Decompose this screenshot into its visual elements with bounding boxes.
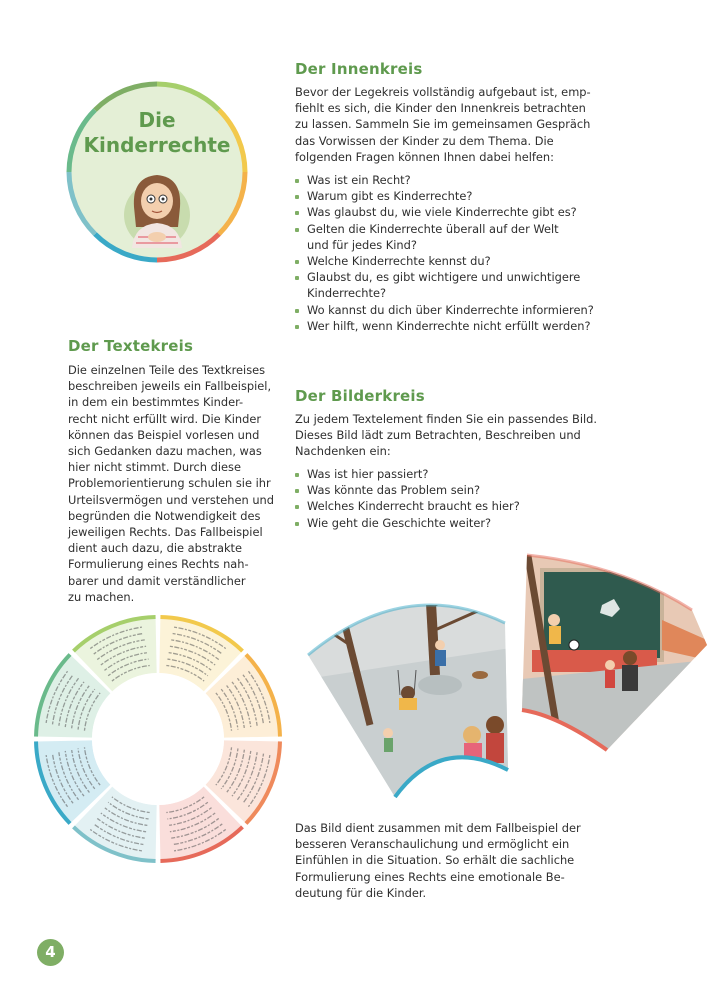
list-item: [294, 515, 520, 531]
list-item-text: Was ist hier passiert?: [307, 467, 429, 481]
list-item: [294, 253, 594, 269]
bilderkreis-intro-line: Dieses Bild lädt zum Betrachten, Beschreiben und: [295, 428, 581, 443]
list-item-text: Wo kannst du dich über Kinderrechte informieren?: [307, 302, 594, 317]
textekreis-line: begründen die Notwendigkeit des: [68, 508, 261, 523]
page-number: 4: [37, 939, 64, 966]
bilderkreis-picture-playground: [300, 585, 530, 805]
textekreis-line: sich Gedanken dazu machen, was: [68, 444, 262, 459]
textekreis-line: in dem ein bestimmtes Kinder-: [68, 395, 244, 410]
kinderrechte-badge: [62, 77, 252, 267]
textekreis-heading: Der Textekreis: [68, 337, 194, 355]
textekreis-line: hier nicht stimmt. Durch diese: [68, 460, 241, 475]
textekreis-line: Die einzelnen Teile des Textkreises: [68, 363, 266, 377]
textkreis-ring-illustration: [33, 614, 283, 864]
list-item-text: Wer hilft, wenn Kinderrechte nicht erfüllt werden?: [307, 318, 591, 333]
list-item: [294, 172, 594, 188]
list-item-text: Welches Kinderrecht braucht es hier?: [307, 499, 520, 514]
list-item-text: Kinderrechte?: [307, 286, 387, 301]
list-item-text: und für jedes Kind?: [307, 237, 417, 252]
list-item-text: Gelten die Kinderrechte überall auf der Welt: [307, 221, 559, 236]
list-item: [294, 482, 520, 498]
textekreis-line: jeweiligen Rechts. Das Fallbeispiel: [68, 525, 263, 540]
innenkreis-intro-line: zu lassen. Sammeln Sie im gemeinsamen Gespräch: [295, 117, 591, 132]
closing-line: Einfühlen in die Situation. So erhält die sachliche: [295, 853, 575, 868]
list-item-text: Was könnte das Problem sein?: [307, 483, 481, 498]
closing-line: deutung für die Kinder.: [295, 885, 427, 900]
textekreis-line: Problemorientierung schulen sie ihr: [68, 476, 271, 491]
textekreis-line: Formulierung eines Rechts nah-: [68, 557, 249, 572]
bilderkreis-heading: Der Bilderkreis: [295, 387, 425, 405]
textekreis-line: beschreiben jeweils ein Fallbeispiel,: [68, 379, 272, 394]
list-item-text: Wie geht die Geschichte weiter?: [307, 515, 492, 530]
textekreis-body: [68, 362, 274, 605]
list-item-text: Was ist ein Recht?: [307, 173, 411, 187]
textekreis-line: Urteilsvermögen und verstehen und: [68, 492, 274, 507]
badge-title-line2: Kinderrechte: [83, 133, 231, 157]
textekreis-line: dient auch dazu, die abstrakte: [68, 541, 243, 556]
innenkreis-heading: Der Innenkreis: [295, 60, 423, 78]
bilderkreis-intro: [295, 411, 597, 460]
textekreis-line: zu machen.: [68, 589, 135, 604]
list-item-text: Was glaubst du, wie viele Kinderrechte gibt es?: [307, 205, 577, 220]
bilderkreis-picture-schoolyard: [512, 550, 707, 755]
innenkreis-intro-line: das Vorwissen der Kinder zu dem Thema. Die: [295, 133, 554, 148]
badge-title-line1: Die: [138, 108, 176, 132]
list-item-text: Warum gibt es Kinderrechte?: [307, 189, 473, 204]
bilderkreis-questions: [294, 466, 520, 531]
closing-line: Das Bild dient zusammen mit dem Fallbeispiel der: [295, 821, 581, 835]
list-item: [294, 221, 594, 253]
textekreis-line: barer und damit verständlicher: [68, 573, 246, 588]
list-item: [294, 204, 594, 220]
closing-line: besseren Veranschaulichung und ermöglicht ein: [295, 837, 570, 852]
list-item: [294, 269, 594, 301]
bilderkreis-intro-line: Nachdenken ein:: [295, 444, 391, 459]
innenkreis-intro-line: folgenden Fragen können Ihnen dabei helfen:: [295, 149, 554, 164]
innenkreis-intro-line: Bevor der Legekreis vollständig aufgebaut ist, emp-: [295, 85, 591, 99]
innenkreis-questions: [294, 172, 594, 334]
innenkreis-intro: [295, 84, 591, 165]
list-item: [294, 318, 594, 334]
list-item: [294, 302, 594, 318]
list-item-text: Glaubst du, es gibt wichtigere und unwichtigere: [307, 270, 581, 285]
textekreis-line: können das Beispiel vorlesen und: [68, 427, 260, 442]
bilderkreis-intro-line: Zu jedem Textelement finden Sie ein passendes Bild.: [295, 412, 598, 426]
list-item-text: Welche Kinderrechte kennst du?: [307, 254, 491, 269]
textekreis-line: recht nicht erfüllt wird. Die Kinder: [68, 411, 262, 426]
list-item: [294, 498, 520, 514]
innenkreis-intro-line: fiehlt es sich, die Kinder den Innenkreis betrachten: [295, 101, 586, 116]
list-item: [294, 188, 594, 204]
closing-paragraph: [295, 820, 581, 901]
list-item: [294, 466, 520, 482]
closing-line: Formulierung eines Rechts eine emotionale Be-: [295, 869, 565, 884]
